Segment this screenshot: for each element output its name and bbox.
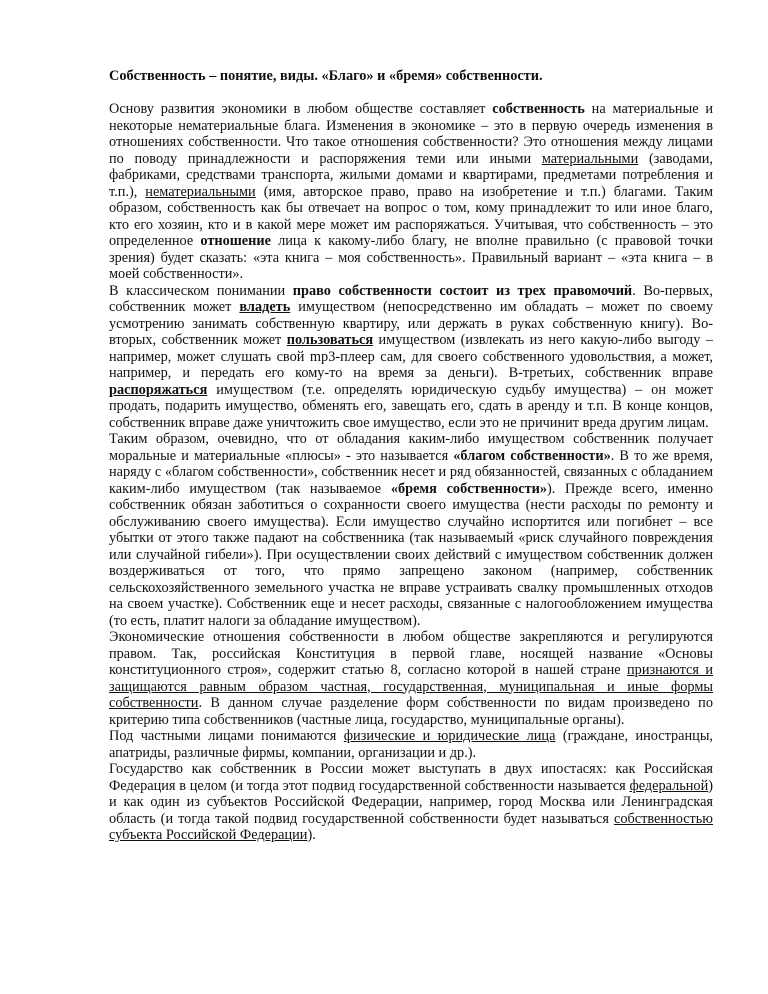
- text-run: Таким образом, очевидно, что от обладания каким-либо имуществом собственник получает моральные и материальные «плюсы» - это называется: [109, 431, 713, 464]
- document-body: [109, 101, 713, 844]
- text-run: лица к какому-либо благу, не вполне правильно (с правовой точки зрения) будет сказать: «эта книга – моя собственность». Правильный вариант – «эта книга – в моей собственности».: [109, 233, 714, 282]
- underlined-term: признаются и защищаются равным образом частная, государственная, муниципальная и иные формы собственности: [109, 662, 713, 711]
- text-run: на материальные и некоторые нематериальные блага. Изменения в экономике – это в первую очередь изменения в отношениях собственности. Что такое отношения собственности? Это отношения между лицами по поводу принадлежности и распоряжения теми или иными: [109, 101, 713, 167]
- underlined-term: материальными: [541, 150, 639, 167]
- text-run: . В то же время, наряду с «благом собственности», собственник несет и ряд обязанностей, связанных с обладанием каким-либо имуществом (так называемое: [109, 447, 713, 497]
- text-run: Под частными лицами понимаются: [109, 728, 344, 744]
- text-run: Государство как собственник в России может выступать в двух ипостасях: как Российская Федерация в целом (и тогда этот подвид государственной собственности называется: [109, 761, 713, 794]
- document-title: Собственность – понятие, виды. «Благо» и «бремя» собственности.: [109, 68, 543, 84]
- paragraph-private-persons: [109, 728, 713, 761]
- text-run: имуществом (т.е. определять юридическую судьбу имущества) – он может продать, подарить имущество, обменять его, завещать его, сдать в аренду и т.п. В конце концов, собственник вправе даже уничтожить свое имущество, если это не причинит вреда другим лицам.: [109, 381, 713, 431]
- bold-term: отношение: [200, 233, 271, 249]
- text-run: имуществом (непосредственно им обладать – может по своему усмотрению занимать собственную квартиру, или держать в руках собственную книгу). Во-вторых, собственник может: [109, 299, 714, 348]
- bold-underlined-term: пользоваться: [286, 332, 374, 348]
- bold-term: «бремя собственности»: [390, 480, 548, 497]
- text-run: . В данном случае разделение форм собственности по видам произведено по критерию типа собственников (частные лица, государство, муниципальные органы).: [109, 695, 713, 728]
- paragraph-three-powers: [109, 283, 713, 432]
- text-run: В классическом понимании: [109, 282, 293, 299]
- bold-term: собственность: [492, 101, 585, 117]
- underlined-term: собственностью субъекта Российской Федерации: [109, 810, 713, 843]
- bold-term: «благом собственности»: [453, 447, 611, 464]
- paragraph-state-owner: [109, 761, 713, 844]
- text-run: (граждане, иностранцы, апатриды, различные фирмы, компании, организации и др.).: [109, 728, 713, 761]
- text-run: ) и как один из субъектов Российской Федерации, например, город Москва или Ленинградская область (и тогда такой подвид государственной собственности будет называться: [109, 777, 713, 827]
- paragraph-benefit-burden: [109, 431, 713, 629]
- text-run: ).: [307, 827, 316, 843]
- text-run: Основу развития экономики в любом обществе составляет: [109, 101, 493, 117]
- text-run: имуществом (извлекать из него какую-либо выгоду – например, может слушать свой mp3-плеер сам, для своего собственного удовольствия, а может, например, и передать его кому-то на время за деньги). В-третьих, собственник вправе: [109, 332, 714, 381]
- text-run: (заводами, фабриками, средствами транспорта, жилыми домами и квартирами, предметами потребления и т.п.),: [109, 150, 713, 200]
- text-run: Экономические отношения собственности в любом обществе закрепляются и регулируются правом. Так, российская Конституция в первой главе, носящей название «Основы конституционного строя», содержит статью 8, согласно которой в нашей стране: [109, 629, 713, 678]
- bold-term: право собственности состоит из трех правомочий: [292, 282, 633, 299]
- paragraph-ownership-intro: [109, 101, 713, 283]
- underlined-term: физические и юридические лица: [343, 728, 556, 744]
- paragraph-constitution: [109, 629, 713, 728]
- underlined-term: федеральной: [629, 777, 709, 794]
- bold-underlined-term: распоряжаться: [109, 381, 208, 398]
- bold-underlined-term: владеть: [239, 299, 291, 315]
- text-run: . Во-первых, собственник может: [109, 282, 713, 315]
- text-run: ). Прежде всего, именно собственник обязан заботиться о сохранности своего имущества (нести расходы по ремонту и обслуживанию своего имущества). Если имущество случайно испортится или погибнет – все убытки от этого также падают на собственника (так называемый «риск случайного повреждения или случайной гибели»). При осуществлении своих действий с имуществом собственник должен воздерживаться от того, что прямо запрещено законом (например, собственник сельскохозяйственного земельного участка не вправе устраивать свалку промышленных отходов на своем участке). Собственник еще и несет расходы, связанные с налогообложением имущества (то есть, платит налоги за обладание имуществом).: [109, 480, 713, 629]
- text-run: (имя, авторское право, право на изобретение и т.п.) благами. Таким образом, собственность как бы отвечает на вопрос о том, кому принадлежит то или иное благо, кто его хозяин, кто и в какой мере может им распоряжаться. Учитывая, что собственность – это определенное: [109, 183, 713, 249]
- underlined-term: нематериальными: [145, 183, 256, 200]
